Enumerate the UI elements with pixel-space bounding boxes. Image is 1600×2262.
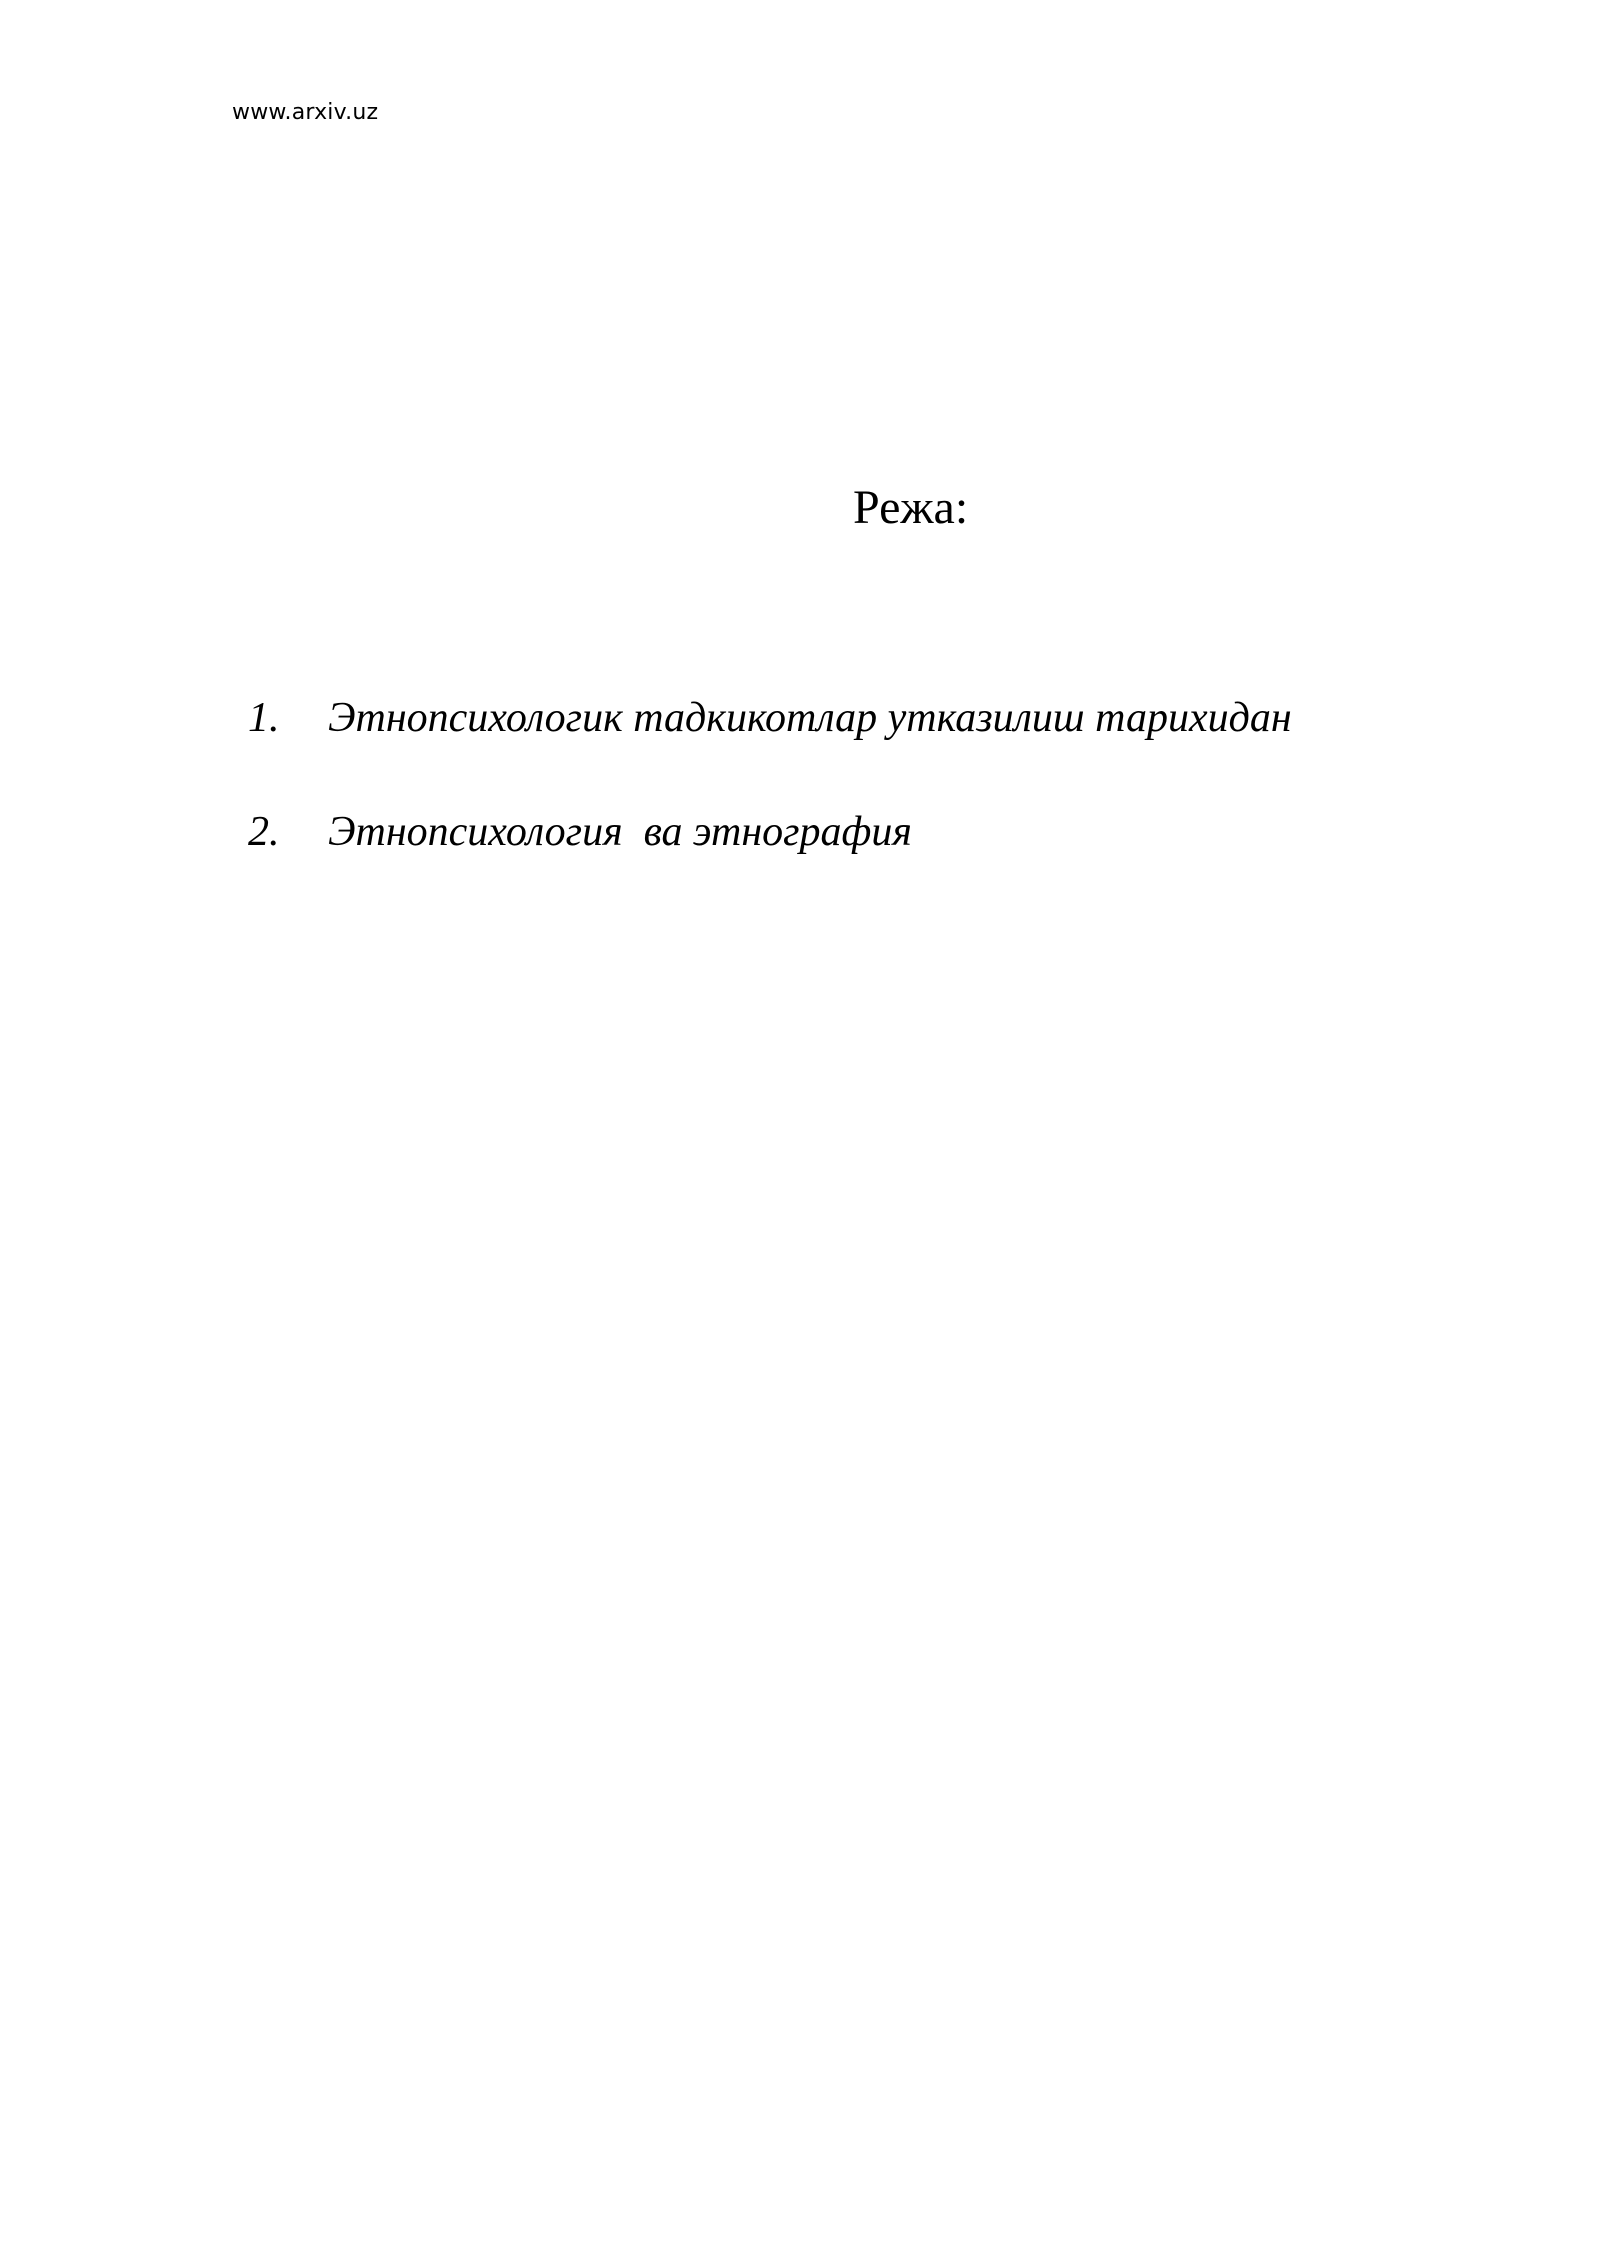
- list-item-number: 1.: [248, 695, 280, 741]
- header-url: www.arxiv.uz: [232, 100, 379, 125]
- plan-list: [248, 694, 1448, 922]
- list-item: [248, 808, 1448, 922]
- list-item-text: Этнопсихология ва этнография: [328, 809, 912, 855]
- list-item-number: 2.: [248, 809, 280, 855]
- list-item: [248, 694, 1448, 808]
- list-item-text: Этнопсихологик тадкикотлар утказилиш тарихидан: [328, 695, 1292, 741]
- plan-title: Режа:: [853, 481, 969, 534]
